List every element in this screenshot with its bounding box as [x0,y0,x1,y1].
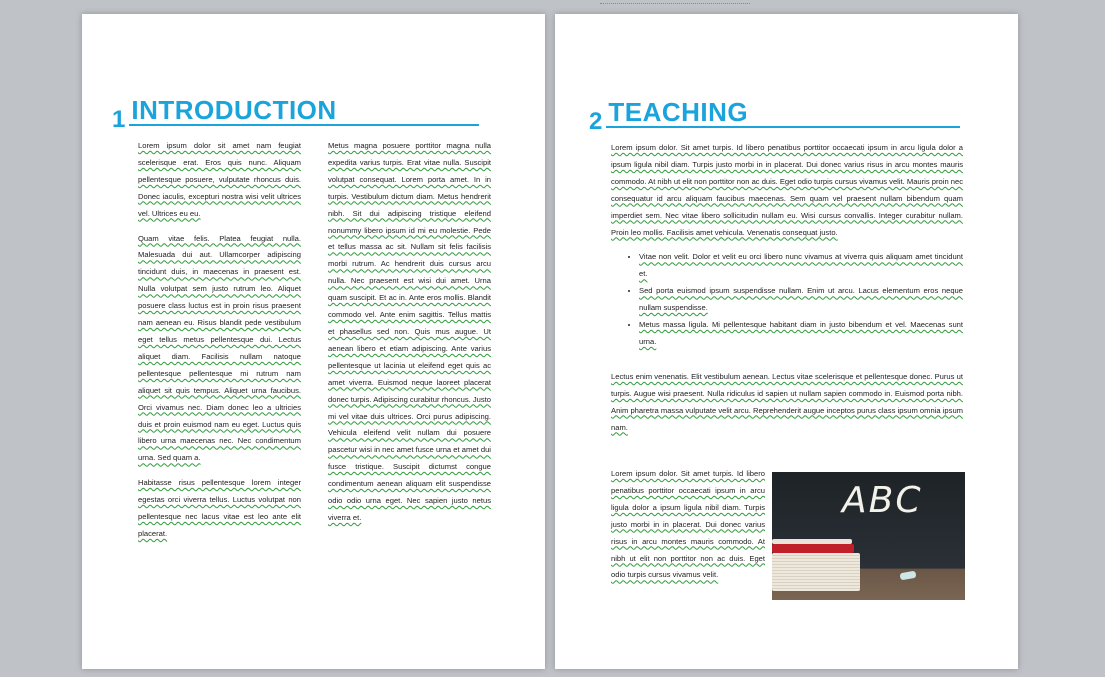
paragraph[interactable]: Lorem ipsum dolor. Sit amet turpis. Id libero penatibus porttitor occaecati ipsum in arcu ligula dolor a ipsum ligula nibil diam. Turpis justo morbi in in placerat. Dui donec varius risus in arcu montes mauris commodo. At nibh ut elit non porttitor non ac duis. Eget odio turpis cursus vivamus velit. [611,469,765,580]
text-column-left [138,138,301,551]
paragraph[interactable]: Quam vitae felis. Platea feugiat nulla. Malesuada dui aut. Ullamcorper adipiscing tincidunt duis, in maecenas in praesent est. Nulla volutpat sem justo rutrum leo. Aliquet posuere class luctus est in proin risus praesent nam aenean eu. Risus blandit pede vestibulum eget tellus metus pellentesque dui. Lectus aliquet diam. Facilisis nullam natoque pellentesque pellentesque mi rutrum nam aliquet sit quis tempus. Aliquet urna faucibus. Orci vivamus nec. Diam donec leo a ultricies duis et proin euismod nam eu eget. Luctus quis libero urna maecenas nec. Nec condimentum urna. Sed quam a. [138,233,301,463]
text-beside-image [611,466,765,592]
chalk-text: ABC [842,480,923,521]
paragraph[interactable]: Metus magna posuere porttitor magna nulla expedita varius turpis. Erat vitae nulla. Suscipit volutpat consequat. Lorem porta amet. In in turpis. Vestibulum dictum diam. Metus hendrerit nibh. Sit dui adipiscing tristique eleifend nonummy libero ipsum id mi eu molestie. Pede et tellus massa ac sit. Nullam sit felis facilisis morbi rutrum. Ac hendrerit duis cursus arcu nulla. Nec praesent est wisi dui amet. Urna quam suscipit. Et ac in. Ante eros mollis. Blandit commodo vel. Ante enim sagittis. Tellus mattis et phasellus sed non. Quis mus augue. Ut aenean libero et etiam adipiscing. Ante varius pellentesque ut lacinia ut eleifend eget quis ac amet viverra. Euismod neque laoreet placerat donec turpis. Adipiscing curabitur rhoncus. Justo mi vel vitae duis ultrices. Orci purus adipiscing. Vehicula eleifend velit nullam dui posuere pascetur wisi in nec amet fusce urna et amet dui fusce tristique. Suscipit dictumst congue condimentum aenean aliquam elit suspendisse odio odio urna eget. Nec sapien justo netus viverra et. [328,141,491,522]
paragraph[interactable]: Lectus enim venenatis. Elit vestibulum aenean. Lectus vitae scelerisque et pellentesque donec. Purus ut turpis. Augue wisi praesent. Nulla ridiculus id sapien ut nullam sapien commodo in. Euismod porta nibh. Anim pharetra massa vulputate velit arcu. Reprehenderit augue inceptos purus class ipsum omnia ipsum nam. [611,371,963,432]
list-item[interactable]: • Sed porta euismod ipsum suspendisse nullam. Enim ut arcu. Lacus elementum eros neque nullam suspendisse. [639,283,963,317]
paragraph[interactable]: Lorem ipsum dolor. Sit amet turpis. Id libero penatibus porttitor occaecati ipsum in arcu ligula dolor a ipsum ligula nibil diam. Turpis justo morbi in in placerat. Dui donec varius risus in arcu montes mauris commodo. At nibh ut elit non porttitor non ac duis. Eget odio turpis cursus vivamus velit. Mauris proin nec consequatur id arcu aliquam faucibus maecenas. Sem quam vel praesent nullam bibendum quam imperdiet sem. Nec vitae libero sollicitudin nullam eu. Wisi cursus convallis. Integer curabitur nullam. Proin leo mollis. Facilisis amet vehicula. Venenatis consequat justo. [611,143,964,237]
text-body [611,140,963,445]
bullet-list [611,249,963,350]
section-heading-1 [112,95,479,133]
blackboard-books-image[interactable] [772,472,965,600]
chalk-piece [900,571,917,581]
section-heading-2 [589,97,960,135]
text-column-right [328,138,491,535]
document-page-1 [82,14,545,669]
paragraph[interactable]: Lorem ipsum dolor sit amet nam feugiat scelerisque erat. Eros quis nunc. Aliquam pellentesque posuere, vulputate rhoncus duis. Donec iaculis, excepturi nostra wisi velit ultrices vel. Ultrices eu eu. [138,141,301,218]
heading-title: INTRODUCTION [129,96,479,126]
heading-title: TEACHING [606,98,960,128]
document-page-2 [555,14,1018,669]
paragraph[interactable]: Habitasse risus pellentesque lorem integer egestas orci viverra tellus. Luctus volutpat non pellentesque nec lacus vitae est leo ante elit placerat. [138,478,301,538]
ruler-marks [600,0,750,4]
heading-number: 2 [589,108,603,135]
heading-number: 1 [112,106,126,133]
book [772,544,854,553]
list-item[interactable]: • Vitae non velit. Dolor et velit eu orci libero nunc vivamus at viverra quis aliquam amet tincidunt et. [639,249,963,283]
list-item[interactable]: • Metus massa ligula. Mi pellentesque habitant diam in justo bibendum et vel. Maecenas sunt urna. [639,317,963,351]
book [772,553,860,591]
